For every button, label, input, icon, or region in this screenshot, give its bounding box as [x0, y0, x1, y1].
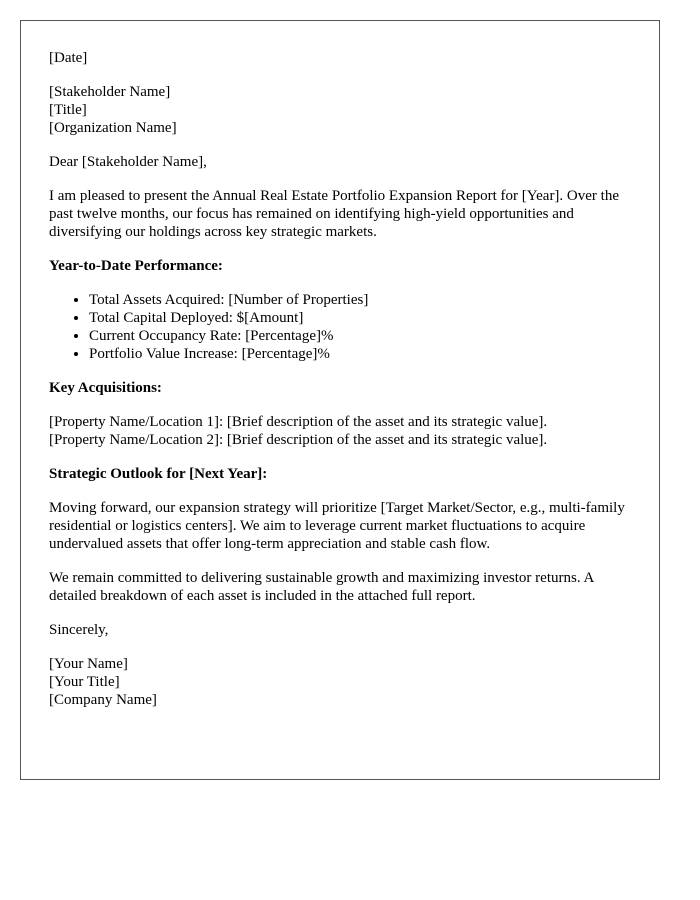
outlook-heading: Strategic Outlook for [Next Year]:: [49, 466, 268, 482]
performance-heading: Year-to-Date Performance:: [49, 258, 223, 274]
recipient-organization: [Organization Name]: [49, 120, 177, 136]
sender-name: [Your Name]: [49, 656, 128, 672]
outlook-paragraph: Moving forward, our expansion strategy will prioritize [Target Market/Sector, e.g., multi-family residential or logistics centers]. We aim to leverage current market fluctuations to acquire undervalued assets that offer long-term appreciation and stable cash flow.: [49, 500, 625, 552]
salutation: Dear [Stakeholder Name],: [49, 154, 207, 170]
acquisitions-list: [49, 413, 631, 449]
sender-block: [49, 655, 631, 709]
acquisition-item: [Property Name/Location 2]: [Brief description of the asset and its strategic value].: [49, 432, 548, 448]
intro-paragraph: I am pleased to present the Annual Real Estate Portfolio Expansion Report for [Year]. Over the past twelve months, our focus has remained on identifying high-yield opportunities and diversifying our holdings across key strategic markets.: [49, 188, 619, 240]
performance-item: • Current Occupancy Rate: [Percentage]%: [89, 327, 631, 345]
recipient-name: [Stakeholder Name]: [49, 84, 171, 100]
performance-item: • Portfolio Value Increase: [Percentage]%: [89, 345, 631, 363]
recipient-title: [Title]: [49, 102, 87, 118]
acquisitions-heading: Key Acquisitions:: [49, 380, 162, 396]
signoff: Sincerely,: [49, 622, 109, 638]
performance-item: • Total Assets Acquired: [Number of Properties]: [89, 291, 631, 309]
recipient-block: [49, 83, 631, 137]
acquisition-item: [Property Name/Location 1]: [Brief description of the asset and its strategic value].: [49, 414, 548, 430]
performance-item: • Total Capital Deployed: $[Amount]: [89, 309, 631, 327]
sender-title: [Your Title]: [49, 674, 120, 690]
closing-paragraph: We remain committed to delivering sustainable growth and maximizing investor returns. A detailed breakdown of each asset is included in the attached full report.: [49, 570, 594, 604]
letter-page: [20, 20, 660, 780]
sender-company: [Company Name]: [49, 692, 157, 708]
performance-list: [49, 291, 631, 363]
date: [Date]: [49, 50, 88, 66]
